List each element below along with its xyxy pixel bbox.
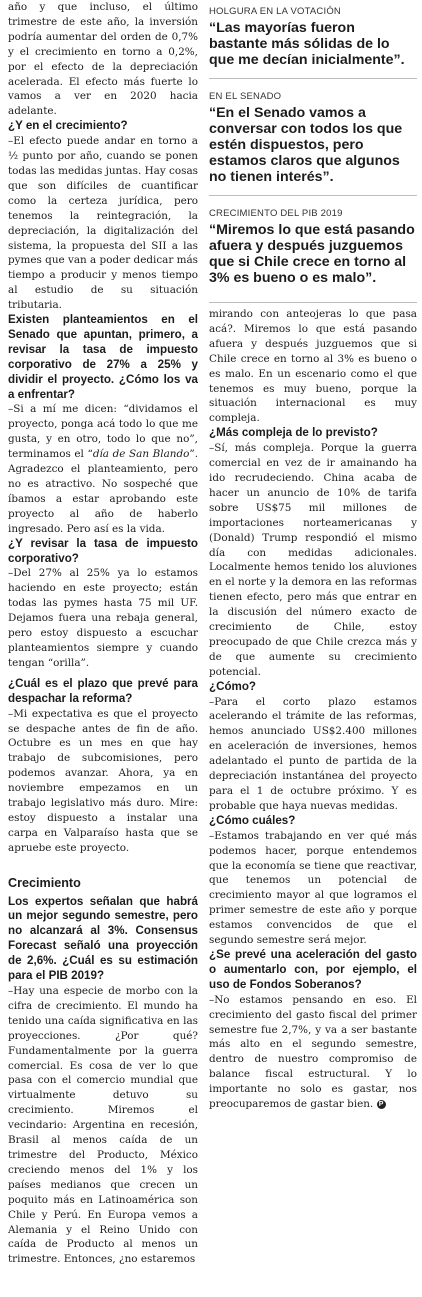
question: ¿Cómo cuáles? [209,813,296,827]
answer: –Hay una especie de morbo con la cifra de crecimiento. El mundo ha tenido una caída significativa en las proyecciones. ¿Por qué? Fundamentalmente por la guerra comercial. Es cosa de ver lo que pasa con el comercio mundial que virtualmente detuvo su crecimiento. Miremos el vecindario: Argentina en recesión, Brasil al menos caída de un trimestre del Producto, México creciendo menos del 1% y los países medianos que crecen un poquito más en Latinoamérica son Chile y Perú. En Europa vemos a Alemania y el Reino Unido con caída de Producto al menos un trimestre. Entonces, ¿no estaremos [8,985,198,1266]
answer: –Mi expectativa es que el proyecto se despache antes de fin de año. Octubre es un mes en que hay trabajo de subcomisiones, pero podemos avanzar. Ahora, ya en noviembre empezamos en un trabajo legislativo más duro. Mire: estoy dispuesto a instalar una carpa en Valparaíso hasta que se apruebe este proyecto. [8,707,198,854]
pull-quote-text: “Miremos lo que está pasando afuera y después juzguemos que si Chile crece en torno al 3% es bueno o es malo”. [209,222,415,286]
pull-quote [209,79,417,196]
section-title: Crecimiento [8,875,81,890]
paragraph: mirando con anteojeras lo que pasa acá?. Miremos lo que está pasando afuera y después juzguemos que si Chile crece en torno al 3% es bueno o es malo. En un escenario como el que tenemos es muy bueno, porque la situación internacional es muy compleja. [209,308,417,425]
answer: –Del 27% al 25% ya lo estamos haciendo en este proyecto; están todas las pymes hasta 75 mil UF. Dejamos fuera una rebaja general, pero estoy dispuesto a escuchar planteamientos siempre y cuando tengan “orilla”. [8,567,198,669]
question: ¿Cómo? [209,679,257,693]
answer: –Estamos trabajando en ver qué más podemos hacer, porque entendemos que la economía se tiene que reactivar, que tenemos un potencial de crecimiento mayor al que logramos el primer semestre de este año y porque estamos convencidos de que el segundo semestre será mejor. [209,829,417,947]
answer [209,993,417,1112]
left-column [8,0,198,1267]
pull-quote-label: HOLGURA EN LA VOTACIÓN [209,6,341,17]
answer-text: –Si a mí me dicen: “dividamos el proyecto, ponga acá todo lo que me gusta, y en otro, todo lo que no”, terminamos el “ [8,403,198,461]
end-mark-icon: P [377,1100,386,1109]
right-text [209,307,417,1112]
answer: –El efecto puede andar en torno a ½ punto por año, cuando se ponen todas las medidas juntas. Hay cosas que son difíciles de cuantificar como la certeza jurídica, pero tenemos la reintegración, la depreciación, la digitalización del sistema, la propuesta del SII a las pymes que van a poder dedicar más tiempo a producir y menos tiempo al estudio de su situación tributaria. [8,135,198,312]
paragraph: año y que incluso, el último trimestre de este año, la inversión podría aumentar del orden de 0,7% y el crecimiento en torno a 0,2%, por el efecto de la depreciación acelerada. El efecto más fuerte lo vamos a ver en 2020 hacia adelante. [8,1,198,118]
question: ¿Se prevé una aceleración del gasto o aumentarlo con, por ejemplo, el uso de Fondos Soberanos? [209,947,417,991]
answer-text: –No estamos pensando en eso. El crecimiento del gasto fiscal del primer semestre fue 2,7%, y va a ser bastante más alto en el segundo semestre, dentro de nuestro compromiso de balance fiscal estructural. Y lo importante no solo es gastar, nos preocuparemos de gastar bien. [209,993,417,1111]
pull-quote-text: “Las mayorías fueron bastante más sólidas de lo que me decían inicialmente”. [209,20,405,68]
pull-quote-label: EN EL SENADO [209,91,282,102]
pull-quote [209,196,417,303]
answer-text: ”. Agradezco el planteamiento, pero no es atractivo. No sospeché que íbamos a estar aprobando este proyecto al año de haberlo ingresado. Pero así es la vida. [8,448,199,535]
answer-emphasis: día de San Blando [92,448,190,461]
pull-quote-text: “En el Senado vamos a conversar con todos los que estén dispuestos, pero estamos claros que algunos no tienen interés”. [209,105,403,185]
question: ¿Y en el crecimiento? [8,119,128,133]
answer: –Para el corto plazo estamos acelerando el trámite de las reformas, hemos anunciado US$2.400 millones en aceleración de inversiones, hemos adelantado el punto de partida de la depreciación instantánea del proyecto para el 1 de octubre próximo. Y es probable que haya nuevas medidas. [209,695,417,812]
question: Existen planteamientos en el Senado que apuntan, primero, a revisar la tasa de impuesto corporativo de 27% a 25% y dividir el proyecto. ¿Cómo los va a enfrentar? [8,313,198,401]
answer [8,402,198,536]
question: ¿Cuál es el plazo que prevé para despachar la reforma? [8,676,198,705]
question: ¿Y revisar la tasa de impuesto corporativo? [8,536,198,565]
pull-quote-label: CRECIMIENTO DEL PIB 2019 [209,208,343,219]
right-column [209,0,417,1112]
answer: –Sí, más compleja. Porque la guerra comercial en vez de ir amainando ha ido recrudeciendo. China acaba de hacer un anuncio de 10% de tarifa sobre US$75 mil millones de importaciones norteamericanas y (Donald) Trump respondió el mismo día con medidas adicionales. Localmente hemos tenido los aluviones en el norte y la demora en las reformas tienen efecto, pero más que entrar en la discusión del número exacto de crecimiento de Chile, estoy preocupado de que Chile crezca más y de que aumente su crecimiento potencial. [209,442,417,678]
pull-quote [209,0,417,79]
question: Los expertos señalan que habrá un mejor segundo semestre, pero no alcanzará al 3%. Consensus Forecast señaló una proyección de 2,6%. ¿Cuál es su estimación para el PIB 2019? [8,894,198,983]
question: ¿Más compleja de lo previsto? [209,426,378,440]
